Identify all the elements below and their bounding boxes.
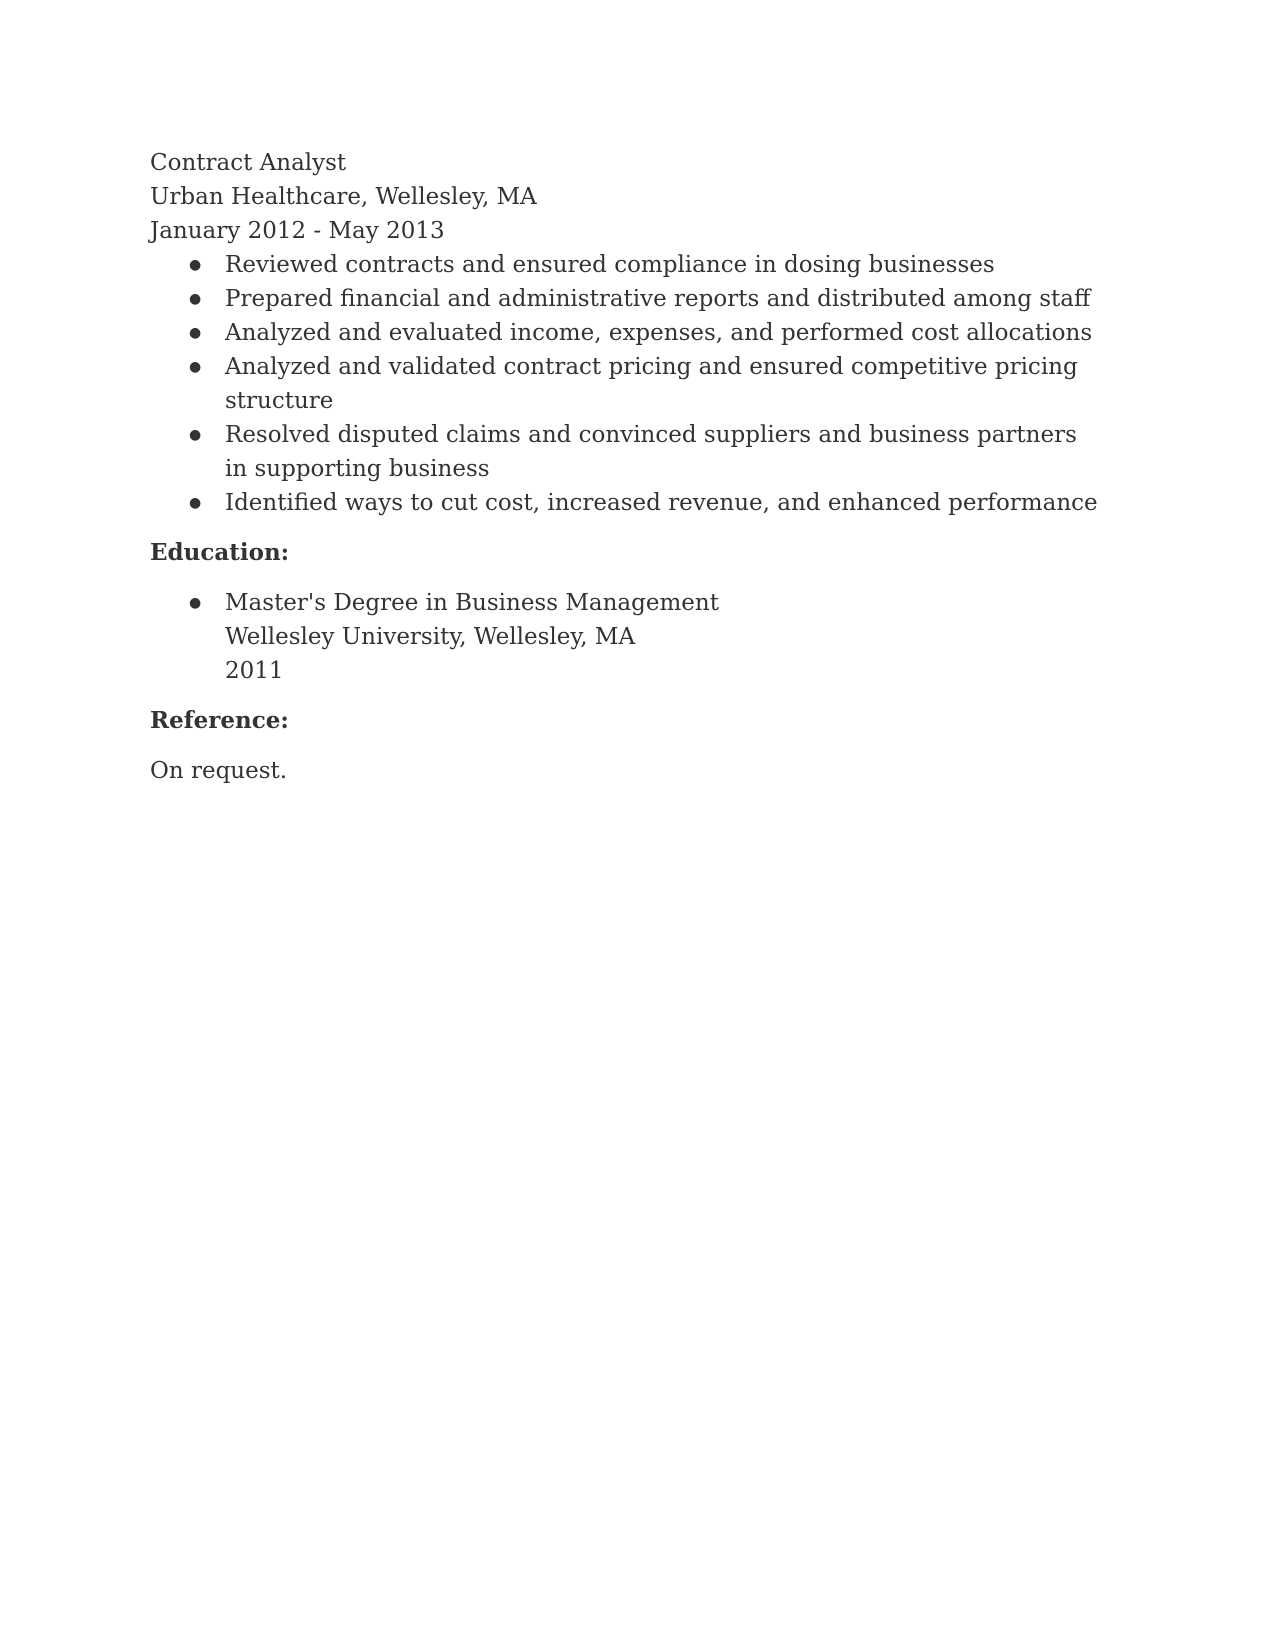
bullet-icon: ●: [189, 257, 202, 273]
list-item: [150, 486, 1110, 520]
job-duties-list: [150, 248, 1110, 520]
duty-text: Prepared financial and administrative reports and distributed among staff: [225, 286, 1091, 312]
duty-text: Analyzed and evaluated income, expenses, and performed cost allocations: [225, 320, 1093, 346]
bullet-icon: ●: [189, 427, 202, 443]
reference-text: On request.: [150, 758, 288, 784]
list-item: [150, 316, 1110, 350]
job-company: Urban Healthcare, Wellesley, MA: [150, 184, 537, 210]
list-item: [150, 248, 1110, 282]
education-entry: [225, 586, 1105, 688]
list-item: [150, 350, 1110, 418]
job-dates: January 2012 - May 2013: [150, 218, 445, 244]
list-item: [150, 282, 1110, 316]
reference-heading: Reference:: [150, 707, 289, 734]
education-heading: Education:: [150, 539, 290, 566]
bullet-icon: ●: [189, 359, 202, 375]
list-item: [150, 418, 1110, 486]
duty-text: Analyzed and validated contract pricing and ensured competitive pricing structure: [225, 354, 1078, 414]
duty-text: Reviewed contracts and ensured compliance in dosing businesses: [225, 252, 995, 278]
school-name: Wellesley University, Wellesley, MA: [225, 624, 636, 650]
duty-text: Resolved disputed claims and convinced suppliers and business partners in supporting business: [225, 422, 1077, 482]
graduation-year: 2011: [225, 658, 284, 684]
bullet-icon: ●: [189, 325, 202, 341]
list-item: [150, 586, 1110, 688]
education-list: [150, 586, 1110, 688]
degree-name: Master's Degree in Business Management: [225, 590, 719, 616]
job-title: Contract Analyst: [150, 150, 347, 176]
duty-text: Identified ways to cut cost, increased revenue, and enhanced performance: [225, 490, 1098, 516]
resume-page: [150, 146, 1110, 788]
bullet-icon: ●: [189, 291, 202, 307]
bullet-icon: ●: [189, 595, 202, 611]
bullet-icon: ●: [189, 495, 202, 511]
